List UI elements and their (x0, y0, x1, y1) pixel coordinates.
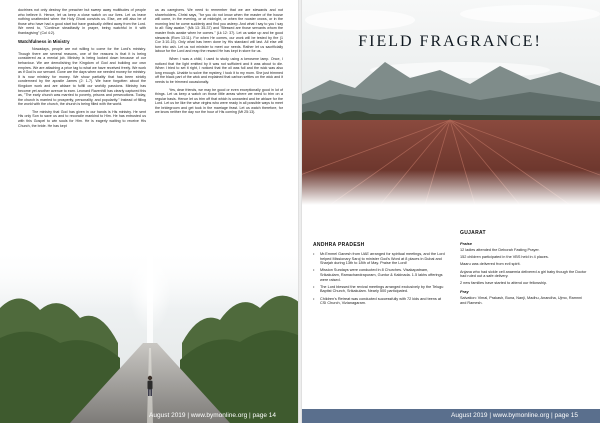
right-page (300, 0, 600, 423)
praise-label: Praise (460, 241, 473, 246)
gujarat-report (460, 238, 587, 308)
body-paragraph: Yes, dear friends, we may be good or even exceptionally good in lot of things. Let us keep a watch on those little areas where we need to trim on a regular basis. Hence let us trim off that which is unwanted and be ablaze for the Lord. Let us be like the wise virgins who were ready in all possible ways to meet the bridegroom and get took in the marriage feast. Let us watch therefore, for we know neither the day nor the hour of His coming (Mt 25:13). (155, 87, 283, 115)
left-page-column-2 (155, 8, 283, 118)
list-item: Maaru was delivered from evil spirit. (460, 262, 521, 267)
spread-gutter (298, 0, 302, 423)
section-heading: Watchfulness in Ministry (18, 38, 70, 44)
pray-label: Pray (460, 288, 469, 294)
page-footer-right: August 2019 | www.bymonline.org | page 15 (300, 409, 600, 423)
list-item: • Mission Sundays were conducted in 8 Churches. Visakapatnam, Srikakulam, Ramachandrapuram, Guntur & Kakinada. 1.5 lakhs offerings were raised. (313, 267, 443, 282)
list-item: Salvation: Vimal, Prakash, Buna, Nanji, Madhu, Anandha, Ujmo, Ramnni and Ramesh. (460, 295, 582, 305)
list-item: • The Lord blessed the revival meetings arranged exclusively by the Telugu Baptist Church, Srikakulam. Nearly 500 participated. (313, 283, 444, 294)
list-item: • Mr.Emmel Ganesh from UAE arranged for spiritual meetings, and the Lord helped Missionary Saroj to minister God's Word at 8 places in Dubai and Sharjah during 13th to 18th of May. Praise the Lord! (313, 251, 445, 266)
list-item: 152 children participated in the VBS held in 4 places. (460, 255, 549, 260)
left-page-column-1 (18, 8, 146, 131)
list-item: 2 new families have started to attend our fellowship. (460, 281, 548, 286)
body-paragraph: us as caregivers. We need to remember that we are stewards and not shareholders. Christ says, "for you do not know when the master of the house will come, in the evening, or at midnight, or when the rooster crows, or in the morning lest he come suddenly and find you asleep. And what I say to you I say to all: Stay awake." (Mk 13: 35-37) and "Blessed are those servants whom the master finds awake when he comes." (Lk 12: 37). Let us wake up and be good stewards (Rom 13:11). For when He comes, our work will be tested by fire (1 Cor 3:10-15). Only what has been done by His standard will last. All else will turn into ash. Let us not minister to meet our needs. Rather let us sacrificially labour for the Lord and reap the reward He has kept in store for us. (155, 8, 283, 54)
pray-list (460, 296, 587, 305)
list-item: • Children's Retreat was conducted successfully with 72 kids and teens at CSI Church, Vizianagaram. (313, 295, 442, 306)
body-paragraph: The ministry that God has given in our hands is His ministry. He sent His only Son to save us and to reconcile mankind to Him. He has entrusted us with this Gospel to win souls for Him. He is eagerly waiting to receive His Church, the bride. He has kept (18, 109, 146, 128)
region-heading-andhra: ANDHRA PRADESH (313, 242, 365, 248)
list-item: 12 ladies attended the Deborah Fasting Prayer. (460, 248, 540, 252)
body-paragraph: Nowadays, people are not willing to come for the Lord's ministry. Though there are several reasons, one of the reasons is that it is being considered as a menial job. Ministry is being looked down because of our behaviour. We are demolishing the Kingdom of God and building our own empires. We are attaching a price tag to what we have received freely. We work as if God is our servant. Gone are the days when we needed money for ministry. It is now ministry for money. We show partiality that has been strictly condemned by the apostle James (2: 1-7). We have forgotten about the Kingdom work and are ablaze to fulfill our worldly passions. Ministry has become yet another avenue to earn. Leonard Ravenhill has clearly captured this as, "The early church was married to poverty, prisons and persecutions. Today, the church is married to prosperity, personality, and popularity." Instead of filling the world with the church, the church is being filled with the world. (18, 47, 146, 107)
page-headline: FIELD FRAGRANCE! (358, 33, 542, 50)
list-item: Anjana who had sickle cell anaemia delivered a girl baby though the Doctor had ruled out a safe delivery. (460, 269, 587, 279)
region-heading-gujarat: GUJARAT (460, 230, 486, 236)
body-paragraph: When I was a child, I used to study using a kerosene lamp. Once, I noticed that the light emitted by it was not sufficient and it was about to die. When I tried to set it right, I noticed that the oil was full and the wick was also long enough. Unable to solve the mystery, I took it to my mom. She just trimmed off the black part of the wick and explained that carbon settles on the wick and it needs to be trimmed occasionally. (155, 56, 283, 84)
road-walker-photo (0, 248, 300, 423)
continued-paragraph: doctrines not only destroy the preacher but sweep away multitudes of people who believe it. Hence, let us keep a close watch on our lives. Let us leave nothing unattended when the Holy Ghost convicts us. Else, we will also be of those who have had a good start but have gradually drifted away from the Lord. We need to, "Continue steadfastly in prayer, being watchful in it with thanksgiving" (Col 4:2). (18, 8, 146, 35)
praise-list (460, 248, 587, 286)
page-footer-left: August 2019 | www.bymonline.org | page 14 (149, 412, 276, 419)
field-landscape-photo (300, 0, 600, 205)
andhra-report-list (313, 252, 448, 308)
